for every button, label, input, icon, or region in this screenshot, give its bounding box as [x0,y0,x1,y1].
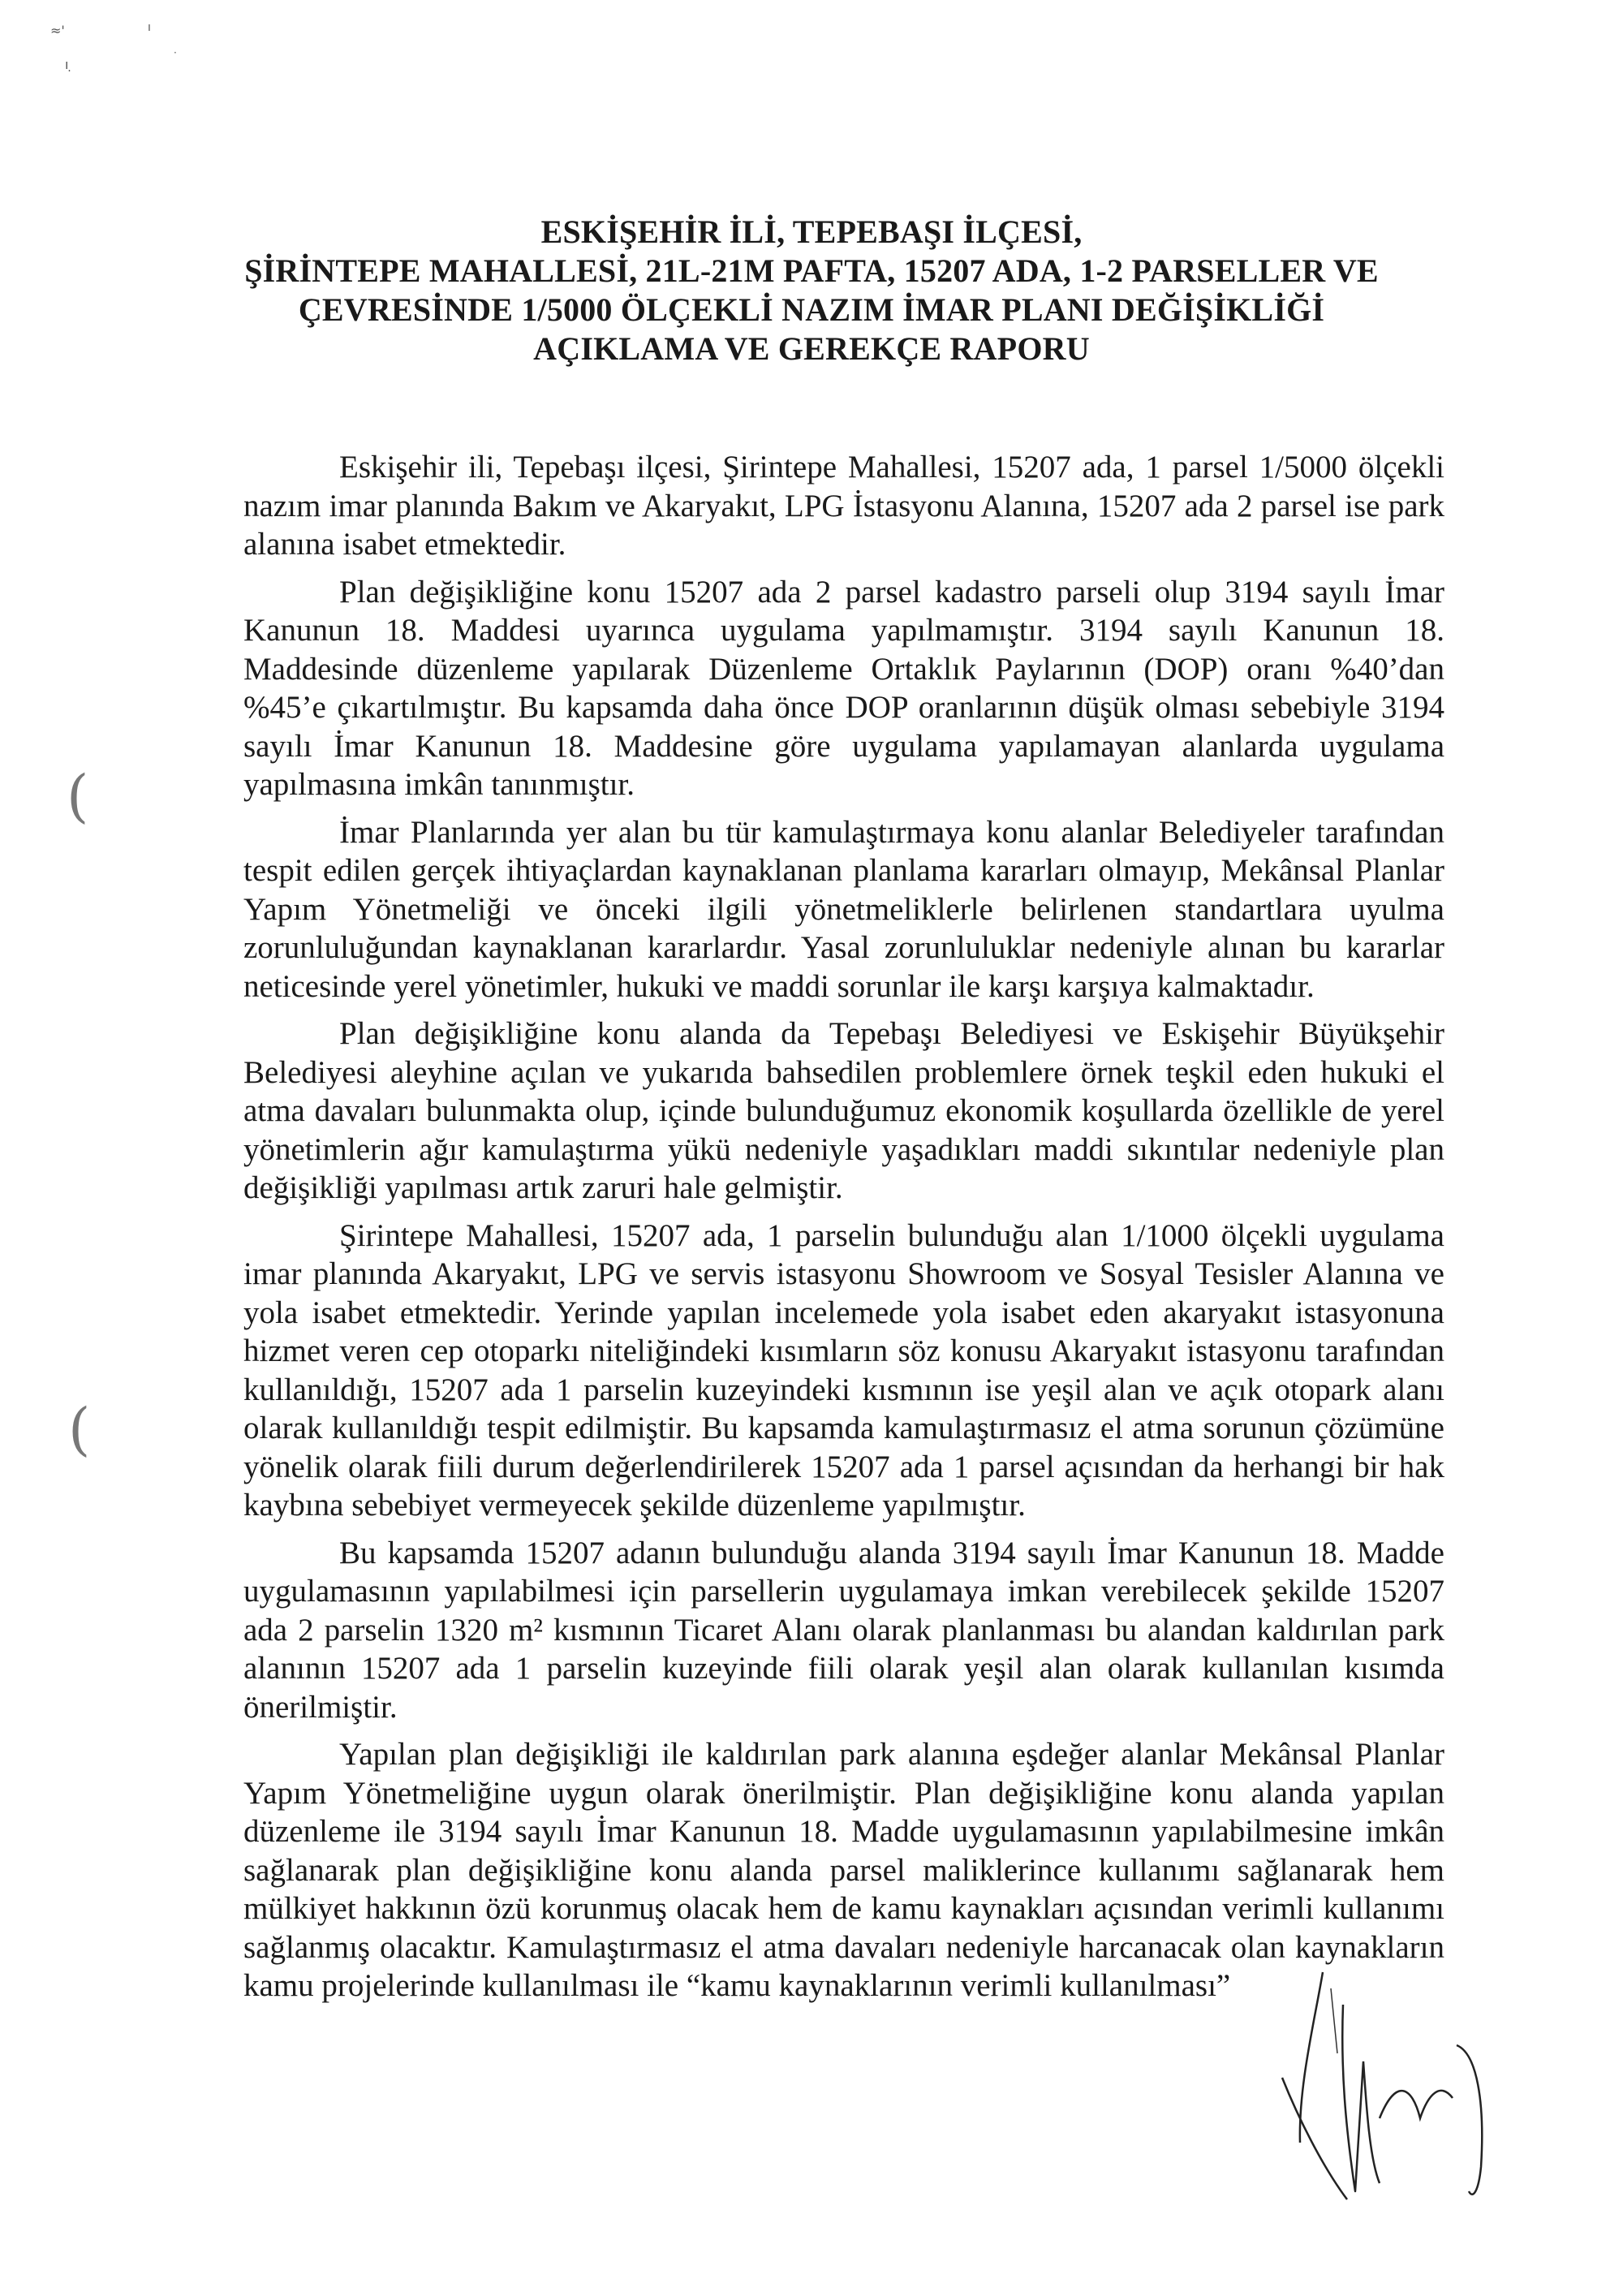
paragraph: Eskişehir ili, Tepebaşı ilçesi, Şirintepe Mahallesi, 15207 ada, 1 parsel 1/5000 ölçekli nazım imar planında Bakım ve Akaryakıt, LPG İstasyonu Alanına, 15207 ada 2 parsel ise park alanına isabet etmektedir. [243,450,1444,562]
punch-hole-mark: ( [67,763,89,829]
title-line: AÇIKLAMA VE GEREKÇE RAPORU [533,330,1090,367]
paragraph: Plan değişikliğine konu alanda da Tepebaşı Belediyesi ve Eskişehir Büyükşehir Belediyesi aleyhine açılan ve yukarıda bahsedilen problemlere örnek teşkil eden hukuki el atma davaları bulunmakta olup, içinde bulunduğumuz ekonomik koşullarda özellikle de yerel yönetimlerin ağır kamulaştırma yükü nedeniyle yaşadıkları maddi sıkıntılar nedeniyle plan değişikliği yapılması artık zaruri hale gelmiştir. [243,1016,1444,1205]
title-line: ŞİRİNTEPE MAHALLESİ, 21L-21M PAFTA, 15207 ADA, 1-2 PARSELLER VE [244,252,1379,289]
paragraph: İmar Planlarında yer alan bu tür kamulaştırmaya konu alanlar Belediyeler tarafından tespit edilen gerçek ihtiyaçlardan kaynaklanan planlama kararları olmayıp, Mekânsal Planlar Yapım Yönetmeliği ve önceki ilgili yönetmeliklerle belirlenen standartlara uyulma zorunluluğundan kaynaklanan kararlardır. Yasal zorunluluklar nedeniyle alınan bu kararlar neticesinde yerel yönetimler, hukuki ve maddi sorunlar ile karşı karşıya kalmaktadır. [243,814,1444,1004]
paragraph: Plan değişikliğine konu 15207 ada 2 parsel kadastro parseli olup 3194 sayılı İmar Kanunun 18. Maddesi uyarınca uygulama yapılmamıştır. 3194 sayılı Kanunun 18. Maddesinde düzenleme yapılarak Düzenleme Ortaklık Paylarının (DOP) oranı %40’dan %45’e çıkartılmıştır. Bu kapsamda daha önce DOP oranlarının düşük olması sebebiyle 3194 sayılı İmar Kanunun 18. Maddesine göre uygulama yapılamayan alanlarda uygulama yapılmasına imkân tanınmıştır. [243,574,1444,802]
document-title [243,213,1380,368]
paragraph: Şirintepe Mahallesi, 15207 ada, 1 parselin bulunduğu alan 1/1000 ölçekli uygulama imar planında Akaryakıt, LPG ve servis istasyonu Showroom ve Sosyal Tesisler Alanına ve yola isabet etmektedir. Yerinde yapılan incelemede yola isabet eden akaryakıt istasyonuna hizmet veren cep otoparkı niteliğindeki kısımların söz konusu Akaryakıt istasyonu tarafından kullanıldığı, 15207 ada 1 parselin kuzeyindeki kısmının ise yeşil alan ve açık otopark alanı olarak kullanıldığı tespit edilmiştir. Bu kapsamda kamulaştırmasız el atma sorunun çözümüne yönelik olarak fiili durum değerlendirilerek 15207 ada 1 parsel açısından da herhangi bir hak kaybına sebebiyet vermeyecek şekilde düzenleme yapılmıştır. [243,1217,1444,1523]
paragraph: Bu kapsamda 15207 adanın bulunduğu alanda 3194 sayılı İmar Kanunun 18. Madde uygulamasının yapılabilmesi için parsellerin uygulamaya imkan verebilecek şekilde 15207 ada 2 parselin 1320 m² kısmının Ticaret Alanı olarak planlanması bu alandan kaldırılan park alanının 15207 ada 1 parselin kuzeyinde fiili olarak yeşil alan olarak kullanılan kısımda önerilmiştir. [243,1535,1444,1725]
scan-speck: · [174,47,177,58]
document-body [243,448,1444,2014]
title-line: ÇEVRESİNDE 1/5000 ÖLÇEKLİ NAZIM İMAR PLANI DEĞİŞİKLİĞİ [298,291,1325,328]
scan-speck: ≈' [50,23,65,38]
handwritten-signature [1266,1956,1509,2216]
title-line: ESKİŞEHİR İLİ, TEPEBAŞI İLÇESİ, [540,213,1083,250]
scan-speck: ı [148,21,151,34]
paragraph: Yapılan plan değişikliği ile kaldırılan park alanına eşdeğer alanlar Mekânsal Planlar Yapım Yönetmeliğine uygun olarak önerilmiştir. Plan değişikliğine konu alanda yapılan düzenleme ile 3194 sayılı İmar Kanunun 18. Madde uygulamasının yapılabilmesine imkân sağlanarak plan değişikliğine konu alanda parsel maliklerince kullanımı sağlanarak hem mülkiyet hakkının özü korunmuş olacak hem de kamu kaynakları açısından verimli kullanımı sağlanmış olacaktır. Kamulaştırmasız el atma davaları nedeniyle harcanacak olan kaynakların kamu projelerinde kullanılması ile “kamu kaynaklarının verimli kullanılması” [243,1737,1444,2003]
scan-speck: ı ̣ [65,57,73,72]
punch-hole-mark: ( [68,1396,91,1462]
